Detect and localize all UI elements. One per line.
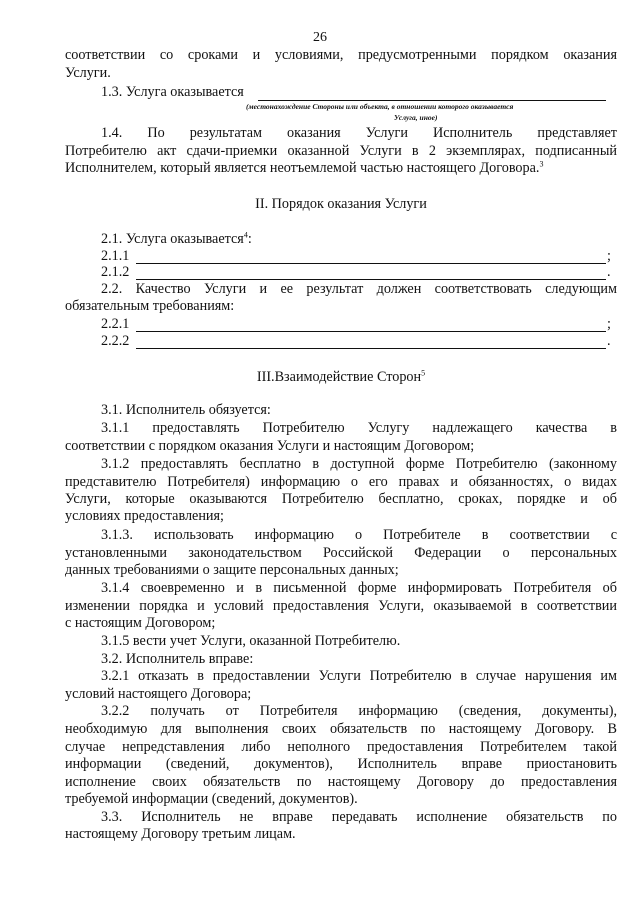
clause-3-1-2-line-3: Услуги, которые оказываются Потребителю бесплатно, сроках, порядке и об [65,491,617,507]
footnote-5: 5 [421,368,426,378]
section-3-title: III.Взаимодействие Сторон$^5$ [256,368,426,385]
clause-2-1-2-fill-line [136,279,606,280]
clause-3-1-1-line-1: 3.1.1 предоставлять Потребителю Услугу надлежащего качества в [101,420,617,436]
clause-2-1-1-end: ; [607,248,611,264]
clause-3-1-4-line-3: с настоящим Договором; [65,615,216,631]
clause-3-1-2-line-2: представителю Потребителя) информацию о его правах и обязанностях, о видах [65,474,617,490]
clause-3-1-1-line-2: соответствии с порядком оказания Услуги и настоящим Договором; [65,438,475,454]
clause-3-1: 3.1. Исполнитель обязуется: [101,402,271,418]
clause-3-2-2-line-5: исполнение своих обязательств по настоящему Договору до предоставления [65,774,617,790]
clause-1-4-line-3: Исполнителем, который является неотъемлемой частью настоящего Договора.$^3$ [65,159,544,176]
clause-3-1-3-line-2: установленными законодательством Российской Федерации о персональных [65,545,617,561]
clause-2-1-2-label: 2.1.2 [101,264,130,280]
clause-3-3-line-2: настоящему Договору третьим лицам. [65,826,296,842]
clause-1-4-line-1: 1.4. По результатам оказания Услуги Исполнитель представляет [101,125,617,141]
clause-1-3-note-line-1: (местонахождение Стороны или объекта, в отношении которого оказывается [246,102,514,111]
clause-3-2-2-line-1: 3.2.2 получать от Потребителя информацию (сведения, документы), [101,703,617,719]
clause-3-2-1-line-1: 3.2.1 отказать в предоставлении Услуги Потребителю в случае нарушения им [101,668,617,684]
footnote-3: 3 [539,159,544,169]
clause-2-1-2-end: . [607,264,611,280]
clause-3-2-2-line-2: необходимую для выполнения своих обязательств по настоящему Договору. В [65,721,617,737]
clause-2-2-2-label: 2.2.2 [101,333,130,349]
clause-1-3-fill-line [258,100,606,101]
clause-2-2-2-end: . [607,333,611,349]
clause-2-2-1-fill-line [136,331,606,332]
clause-3-1-3-line-1: 3.1.3. использовать информацию о Потребителе в соответствии с [101,527,617,543]
section-2-title: II. Порядок оказания Услуги [255,196,427,212]
clause-2-2-1-end: ; [607,316,611,332]
intro-line-2: Услуги. [65,65,111,81]
clause-3-2: 3.2. Исполнитель вправе: [101,651,254,667]
clause-3-1-2-line-4: условиях предоставления; [65,508,224,524]
clause-2-1-1-label: 2.1.1 [101,248,130,264]
clause-3-1-4-line-2: изменении порядка и условий предоставления Услуги, оказываемой в соответствии [65,598,617,614]
clause-3-2-2-line-3: случае непредставления либо неполного предоставления Потребителем такой [65,739,617,755]
clause-3-2-1-line-2: условий настоящего Договора; [65,686,252,702]
footnote-4: 4 [243,230,248,240]
clause-3-3-line-1: 3.3. Исполнитель не вправе передавать исполнение обязательств по [101,809,617,825]
clause-3-1-4-line-1: 3.1.4 своевременно и в письменной форме информировать Потребителя об [101,580,617,596]
intro-line-1: соответствии со сроками и условиями, предусмотренными порядком оказания [65,47,617,63]
clause-3-1-3-line-3: данных требованиями о защите персональных данных; [65,562,399,578]
page-number: 26 [313,30,327,45]
clause-1-3-note-line-2: Услуга, иное) [394,113,438,122]
clause-1-4-line-2: Потребителю акт сдачи-приемки оказанной Услуги в 2 экземплярах, подписанный [65,143,617,159]
clause-2-2-line-1: 2.2. Качество Услуги и ее результат должен соответствовать следующим [101,281,617,297]
clause-3-1-2-line-1: 3.1.2 предоставлять бесплатно в доступной форме Потребителю (законному [101,456,617,472]
clause-3-2-2-line-6: требуемой информации (сведений, документов). [65,791,358,807]
clause-2-2-1-label: 2.2.1 [101,316,130,332]
clause-3-1-5: 3.1.5 вести учет Услуги, оказанной Потребителю. [101,633,401,649]
clause-3-2-2-line-4: информации (сведений, документов), Исполнитель вправе приостановить [65,756,617,772]
clause-2-2-2-fill-line [136,348,606,349]
clause-2-2-line-2: обязательным требованиям: [65,298,235,314]
clause-1-3-label: 1.3. Услуга оказывается [101,84,244,100]
clause-2-1: 2.1. Услуга оказывается$^4$: [101,230,252,247]
clause-2-1-1-fill-line [136,263,606,264]
